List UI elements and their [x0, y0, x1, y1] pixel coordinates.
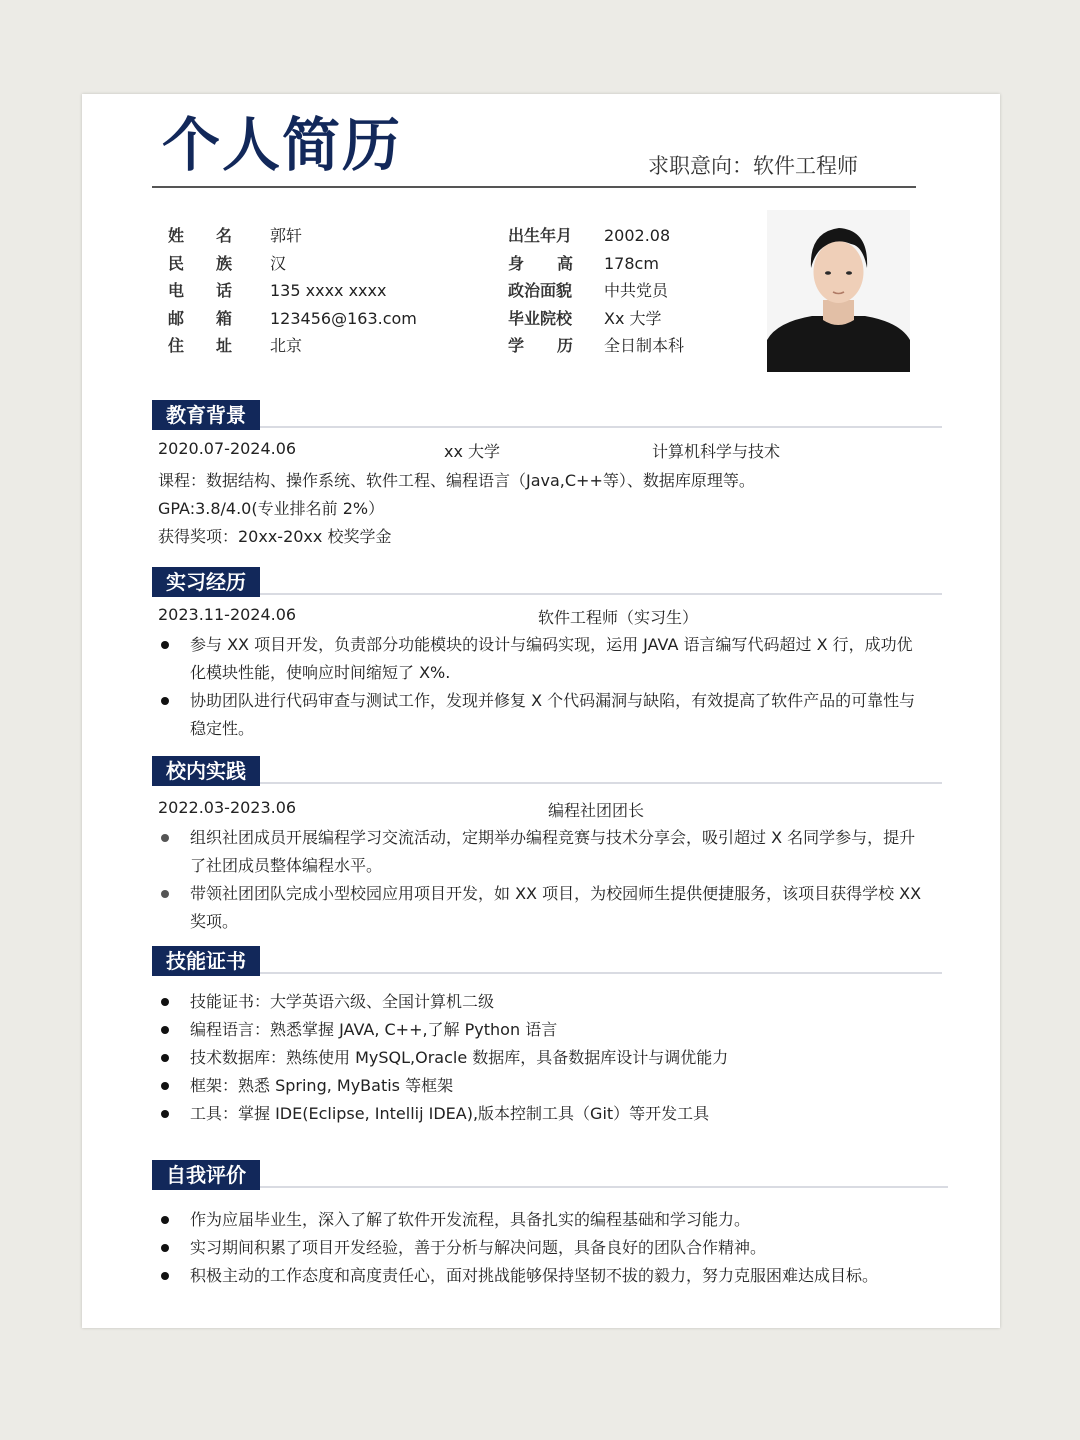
profile-photo [767, 210, 910, 372]
education-school: xx 大学 [444, 442, 501, 461]
list-item-text: 参与 XX 项目开发，负责部分功能模块的设计与编码实现，运用 JAVA 语言编写代码超过 X 行，成功优化模块性能，使响应时间缩短了 X%. [190, 635, 913, 682]
education-courses: 课程：数据结构、操作系统、软件工程、编程语言（Java,C++等）、数据库原理等。 [158, 471, 755, 490]
internship-role: 软件工程师（实习生） [538, 608, 699, 627]
list-item-text: 组织社团成员开展编程学习交流活动，定期举办编程竞赛与技术分享会，吸引超过 X 名同学参与，提升了社团成员整体编程水平。 [190, 828, 916, 875]
info-row [508, 222, 684, 250]
section-rule [252, 593, 942, 595]
section-title: 自我评价 [152, 1160, 260, 1190]
section-title: 校内实践 [152, 756, 260, 786]
list-item-text: 编程语言：熟悉掌握 JAVA, C++,了解 Python 语言 [190, 1020, 558, 1039]
info-row [508, 305, 684, 333]
info-label: 民族 [168, 253, 265, 273]
list-item [158, 1262, 948, 1290]
bullet-icon [161, 890, 169, 898]
info-label: 住址 [168, 336, 265, 356]
info-row [168, 332, 417, 360]
info-row [508, 250, 684, 278]
bullet-icon [161, 998, 169, 1006]
section-rule [252, 1186, 948, 1188]
info-value: 123456@163.com [270, 308, 417, 328]
campus-list [158, 824, 928, 936]
bullet-icon [161, 1082, 169, 1090]
list-item-text: 技术数据库：熟练使用 MySQL,Oracle 数据库，具备数据库设计与调优能力 [190, 1048, 729, 1067]
internship-period: 2023.11-2024.06 [158, 605, 297, 624]
list-item-text: 积极主动的工作态度和高度责任心，面对挑战能够保持坚韧不拔的毅力，努力克服困难达成目标。 [190, 1266, 879, 1285]
list-item-text: 技能证书：大学英语六级、全国计算机二级 [190, 992, 495, 1011]
campus-role: 编程社团团长 [548, 801, 645, 820]
campus-period: 2022.03-2023.06 [158, 798, 297, 817]
info-value: 郭轩 [270, 226, 303, 245]
info-label: 出生年月 [508, 226, 573, 245]
job-intent: 求职意向：软件工程师 [648, 154, 858, 178]
list-item-text: 协助团队进行代码审查与测试工作，发现并修复 X 个代码漏洞与缺陷，有效提高了软件产品的可靠性与稳定性。 [190, 691, 916, 738]
info-value: 北京 [270, 336, 303, 356]
internship-list [158, 631, 928, 743]
info-value: 135 xxxx xxxx [270, 281, 387, 301]
title-divider [152, 186, 916, 188]
resume-page [82, 94, 1000, 1328]
info-row [168, 222, 417, 250]
list-item [158, 1072, 938, 1100]
info-label: 邮箱 [168, 308, 265, 328]
list-item-text: 工具：掌握 IDE(Eclipse, Intellij IDEA),版本控制工具（Git）等开发工具 [190, 1104, 710, 1123]
list-item [158, 988, 938, 1016]
bullet-icon [161, 1216, 169, 1224]
info-value: 汉 [270, 253, 287, 273]
list-item-text: 实习期间积累了项目开发经验，善于分析与解决问题，具备良好的团队合作精神。 [190, 1238, 767, 1257]
section-rule [252, 782, 942, 784]
list-item [158, 824, 928, 880]
portrait-icon [767, 210, 910, 372]
list-item [158, 1206, 948, 1234]
skills-list [158, 988, 938, 1128]
list-item-text: 作为应届毕业生，深入了解了软件开发流程，具备扎实的编程基础和学习能力。 [190, 1210, 751, 1229]
self-eval-list [158, 1206, 948, 1290]
info-row [508, 332, 684, 360]
education-period: 2020.07-2024.06 [158, 439, 297, 458]
info-label: 身高 [508, 253, 607, 273]
info-label: 姓名 [168, 226, 265, 245]
info-row [508, 277, 684, 305]
section-title: 实习经历 [152, 567, 260, 597]
info-label: 学历 [508, 336, 607, 356]
info-label: 政治面貌 [508, 281, 573, 301]
section-campus [152, 756, 942, 786]
bullet-icon [161, 834, 169, 842]
info-row [168, 250, 417, 278]
bullet-icon [161, 641, 169, 649]
list-item [158, 1100, 938, 1128]
list-item [158, 687, 928, 743]
list-item-text: 框架：熟悉 Spring, MyBatis 等框架 [190, 1076, 454, 1095]
info-row [168, 277, 417, 305]
bullet-icon [161, 1272, 169, 1280]
info-value: 全日制本科 [604, 336, 685, 356]
bullet-icon [161, 1054, 169, 1062]
list-item [158, 631, 928, 687]
list-item [158, 880, 928, 936]
bullet-icon [161, 1244, 169, 1252]
section-skills [152, 946, 942, 976]
section-rule [252, 426, 942, 428]
info-label: 电话 [168, 281, 265, 301]
section-title: 教育背景 [152, 400, 260, 430]
list-item [158, 1234, 948, 1262]
basic-info-right [508, 222, 684, 360]
section-self-eval [152, 1160, 948, 1190]
bullet-icon [161, 1026, 169, 1034]
education-awards: 获得奖项：20xx-20xx 校奖学金 [158, 527, 392, 546]
info-value: 178cm [604, 253, 659, 273]
section-education [152, 400, 942, 430]
list-item [158, 1016, 938, 1044]
info-value: Xx 大学 [604, 308, 662, 328]
info-value: 中共党员 [604, 281, 669, 301]
section-internship [152, 567, 942, 597]
list-item-text: 带领社团团队完成小型校园应用项目开发，如 XX 项目，为校园师生提供便捷服务，该项目获得学校 XX 奖项。 [190, 884, 922, 931]
info-row [168, 305, 417, 333]
section-rule [252, 972, 942, 974]
education-gpa: GPA:3.8/4.0(专业排名前 2%） [158, 499, 385, 518]
info-label: 毕业院校 [508, 308, 573, 328]
education-major: 计算机科学与技术 [652, 442, 781, 461]
list-item [158, 1044, 938, 1072]
resume-title: 个人简历 [162, 111, 403, 179]
basic-info-left [168, 222, 417, 360]
info-value: 2002.08 [604, 226, 671, 245]
section-title: 技能证书 [152, 946, 260, 976]
bullet-icon [161, 697, 169, 705]
bullet-icon [161, 1110, 169, 1118]
